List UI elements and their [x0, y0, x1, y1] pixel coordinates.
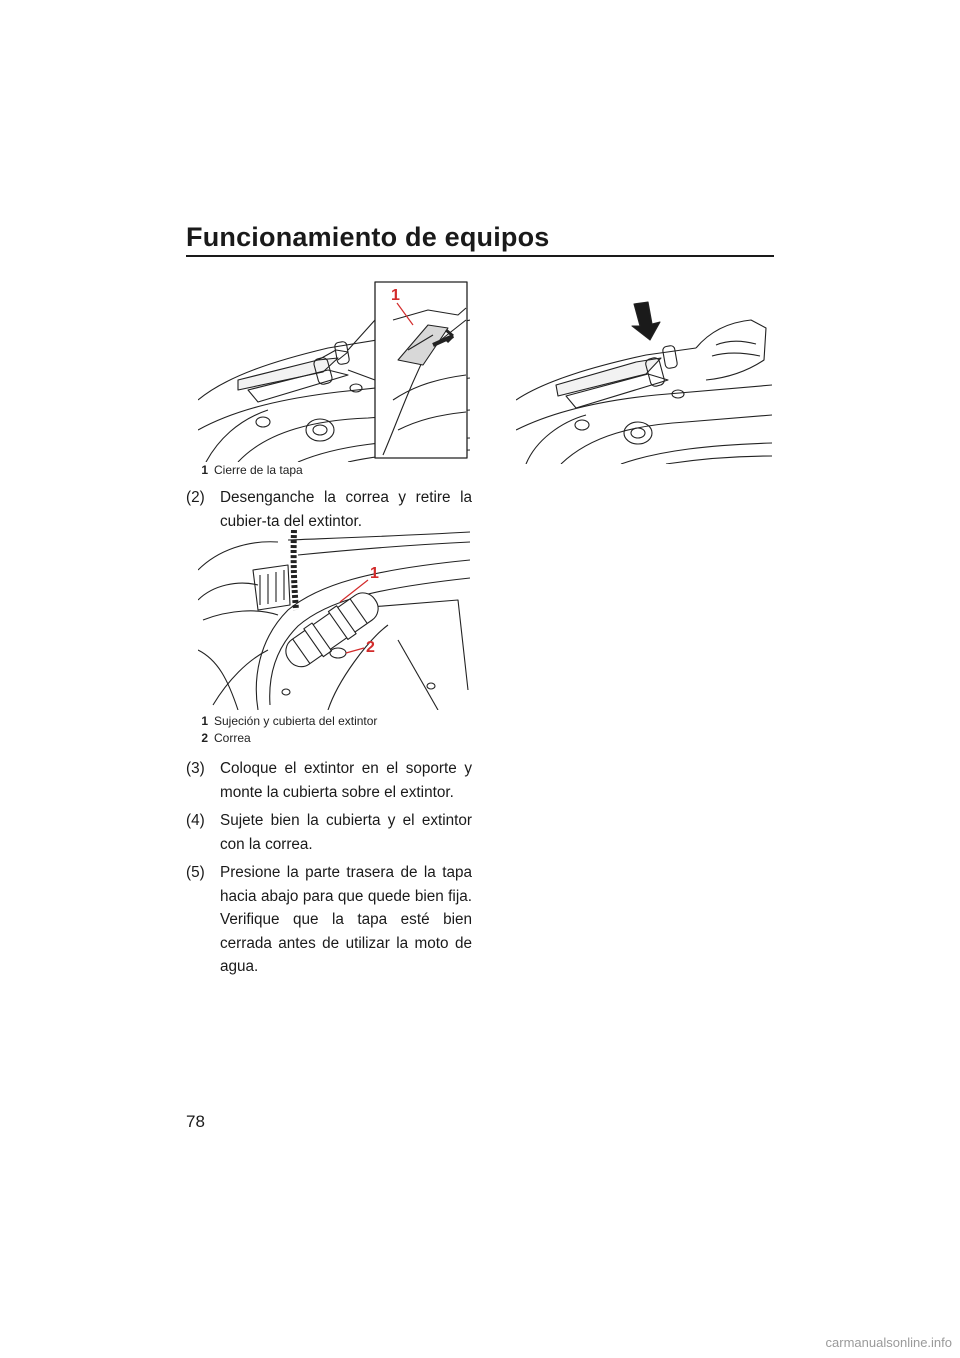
step-number: (3): [186, 760, 205, 777]
step-text: Desenganche la correa y retire la cubier-ta del extintor.: [220, 489, 472, 530]
caption-number: 1: [201, 463, 208, 477]
caption-number: 1: [201, 714, 208, 728]
callout-1: 1: [391, 287, 400, 304]
step-text: Presione la parte trasera de la tapa hacia abajo para que quede bien fija. Verifique que la tapa esté bien cerrada antes de utilizar la moto de agua.: [220, 864, 472, 975]
step-5: [186, 861, 472, 979]
step-number: (4): [186, 812, 205, 829]
title-rule: [186, 255, 774, 257]
step-3: [186, 757, 472, 804]
step-number: (2): [186, 489, 205, 506]
step-text: Sujete bien la cubierta y el extintor con la correa.: [220, 812, 472, 853]
caption-text: Sujeción y cubierta del extintor: [214, 714, 378, 728]
step-4: [186, 809, 472, 856]
callout-2: 2: [366, 639, 375, 656]
caption-row: [198, 713, 377, 730]
figure-extinguisher: [198, 530, 470, 710]
figure-press-hatch: [516, 300, 772, 464]
step-text: Coloque el extintor en el soporte y monte la cubierta sobre el extintor.: [220, 760, 472, 801]
figure-hatch-latch: [198, 280, 470, 462]
figure-2-caption: [198, 713, 377, 747]
caption-number: 2: [201, 731, 208, 745]
figure-1-caption: [198, 462, 303, 479]
caption-text: Correa: [214, 731, 251, 745]
callout-1: 1: [370, 565, 379, 582]
caption-row: [198, 462, 303, 479]
step-2: [186, 486, 472, 533]
step-number: (5): [186, 864, 205, 881]
page-title: Funcionamiento de equipos: [186, 222, 550, 252]
page-number: 78: [186, 1112, 205, 1131]
watermark: carmanualsonline.info: [825, 1335, 952, 1350]
caption-text: Cierre de la tapa: [214, 463, 303, 477]
caption-row: [198, 730, 377, 747]
